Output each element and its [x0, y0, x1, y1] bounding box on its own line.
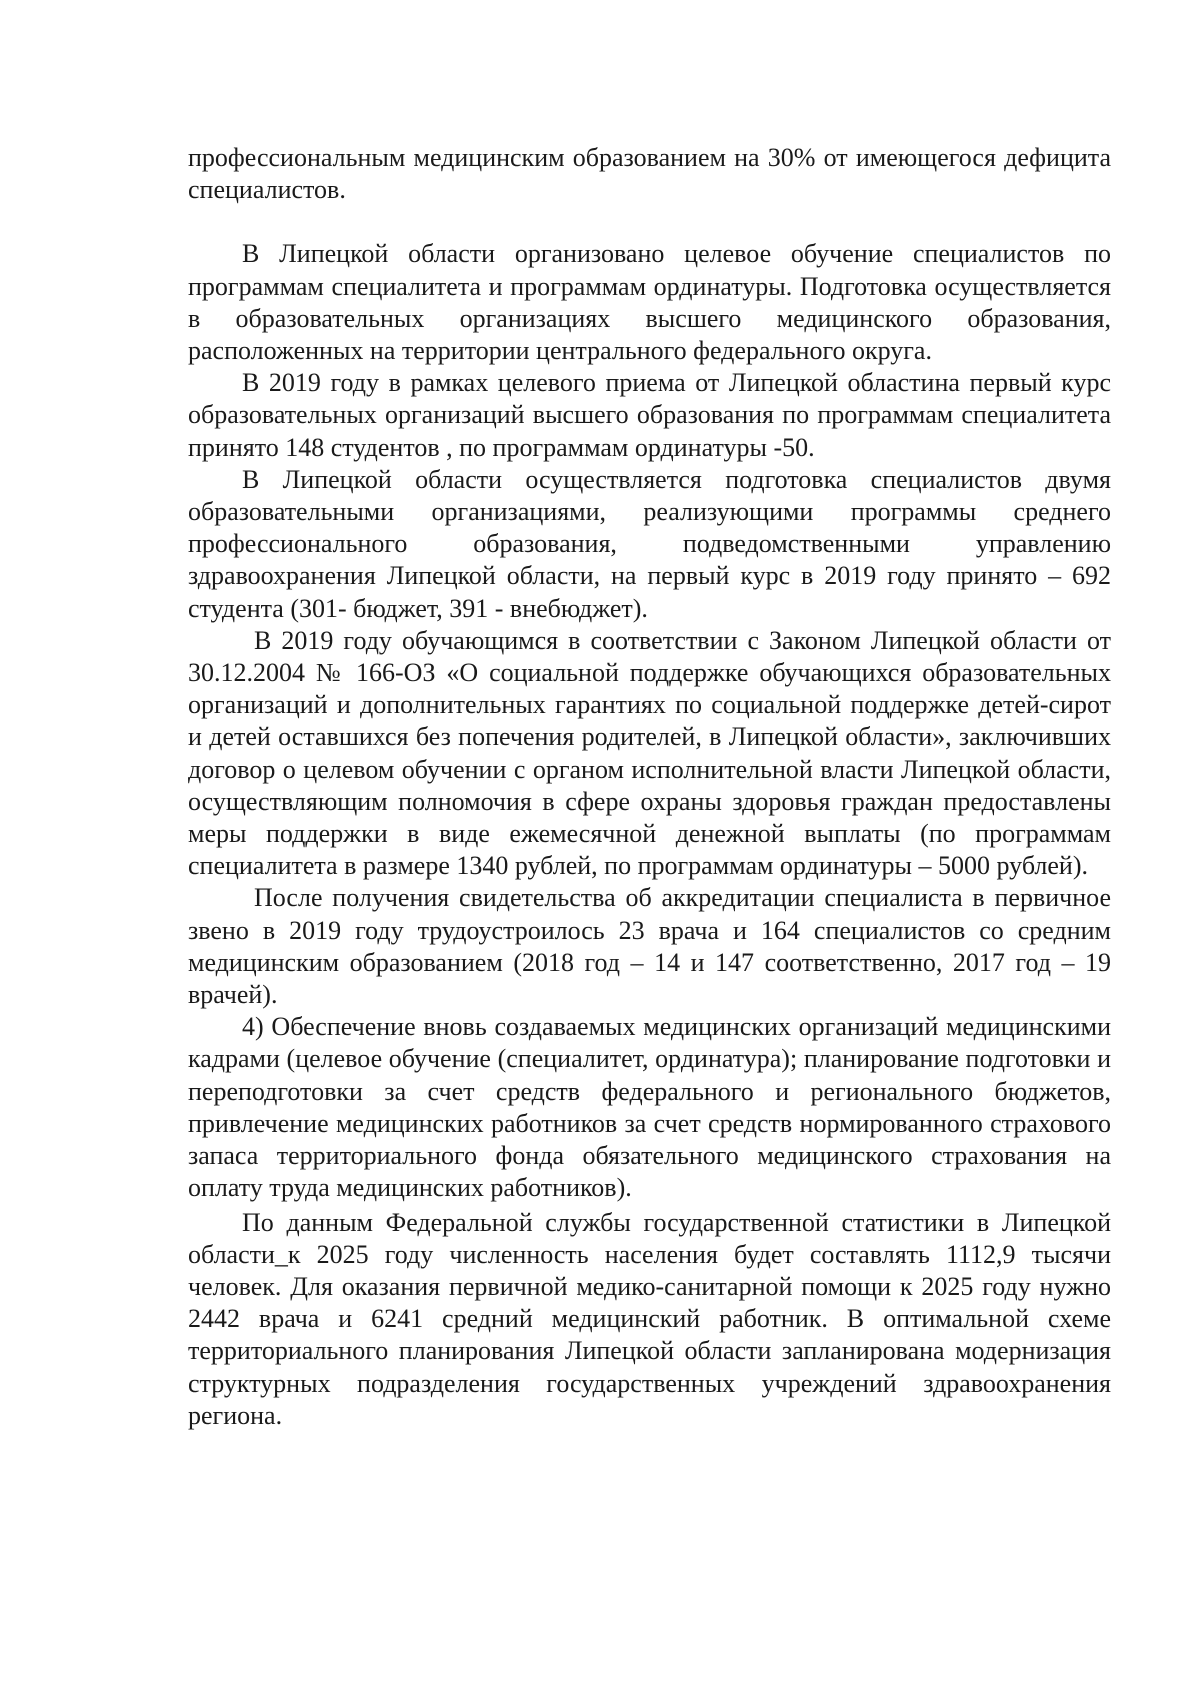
paragraph-2019-admission: В 2019 году в рамках целевого приема от Липецкой областина первый курс образовательных организаций высшего образования по программам специалитета принято 148 студентов , по программам ординатуры -50. — [188, 368, 1111, 462]
paragraph-continuation: профессиональным медицинским образованием на 30% от имеющегося дефицита специалистов. — [188, 143, 1111, 205]
paragraph-accreditation: После получения свидетельства об аккредитации специалиста в первичное звено в 2019 году трудоустроилось 23 врача и 164 специалистов со средним медицинским образованием (2018 год – 14 и 147 соответственно, 2017 год – 19 врачей). — [188, 883, 1111, 1010]
document-body — [188, 142, 1111, 1432]
paragraph-item-4: 4) Обеспечение вновь создаваемых медицинских организаций медицинскими кадрами (целевое обучение (специалитет, ординатура); планирование подготовки и переподготовки за счет средств федерального и регионального бюджетов, привлечение медицинских работников за счет средств нормированного страхового запаса территориального фонда обязательного медицинского страхования на оплату труда медицинских работников). — [188, 1012, 1111, 1203]
paragraph-secondary-education: В Липецкой области осуществляется подготовка специалистов двумя образовательными организациями, реализующими программы среднего профессионального образования, подведомственными управлению здравоохранения Липецкой области, на первый курс в 2019 году принято – 692 студента (301- бюджет, 391 - внебюджет). — [188, 464, 1111, 623]
paragraph-population-forecast: По данным Федеральной службы государственной статистики в Липецкой области_к 2025 году численность населения будет составлять 1112,9 тысячи человек. Для оказания первичной медико-санитарной помощи к 2025 году нужно 2442 врача и 6241 средний медицинский работник. В оптимальной схеме территориального планирования Липецкой области запланирована модернизация структурных подразделения государственных учреждений здравоохранения региона. — [188, 1207, 1111, 1430]
paragraph-social-support: В 2019 году обучающимся в соответствии с Законом Липецкой области от 30.12.2004 № 166-ОЗ «О социальной поддержке обучающихся образовательных организаций и дополнительных гарантиях по социальной поддержке детей-сирот и детей оставшихся без попечения родителей, в Липецкой области», заключивших договор о целевом обучении с органом исполнительной власти Липецкой области, осуществляющим полномочия в сфере охраны здоровья граждан предоставлены меры поддержки в виде ежемесячной денежной выплаты (по программам специалитета в размере 1340 рублей, по программам ординатуры – 5000 рублей). — [188, 625, 1111, 881]
paragraph-targeted-training: В Липецкой области организовано целевое обучение специалистов по программам специалитета и программам ординатуры. Подготовка осуществляется в образовательных организациях высшего медицинского образования, расположенных на территории центрального федерального округа. — [188, 239, 1111, 366]
